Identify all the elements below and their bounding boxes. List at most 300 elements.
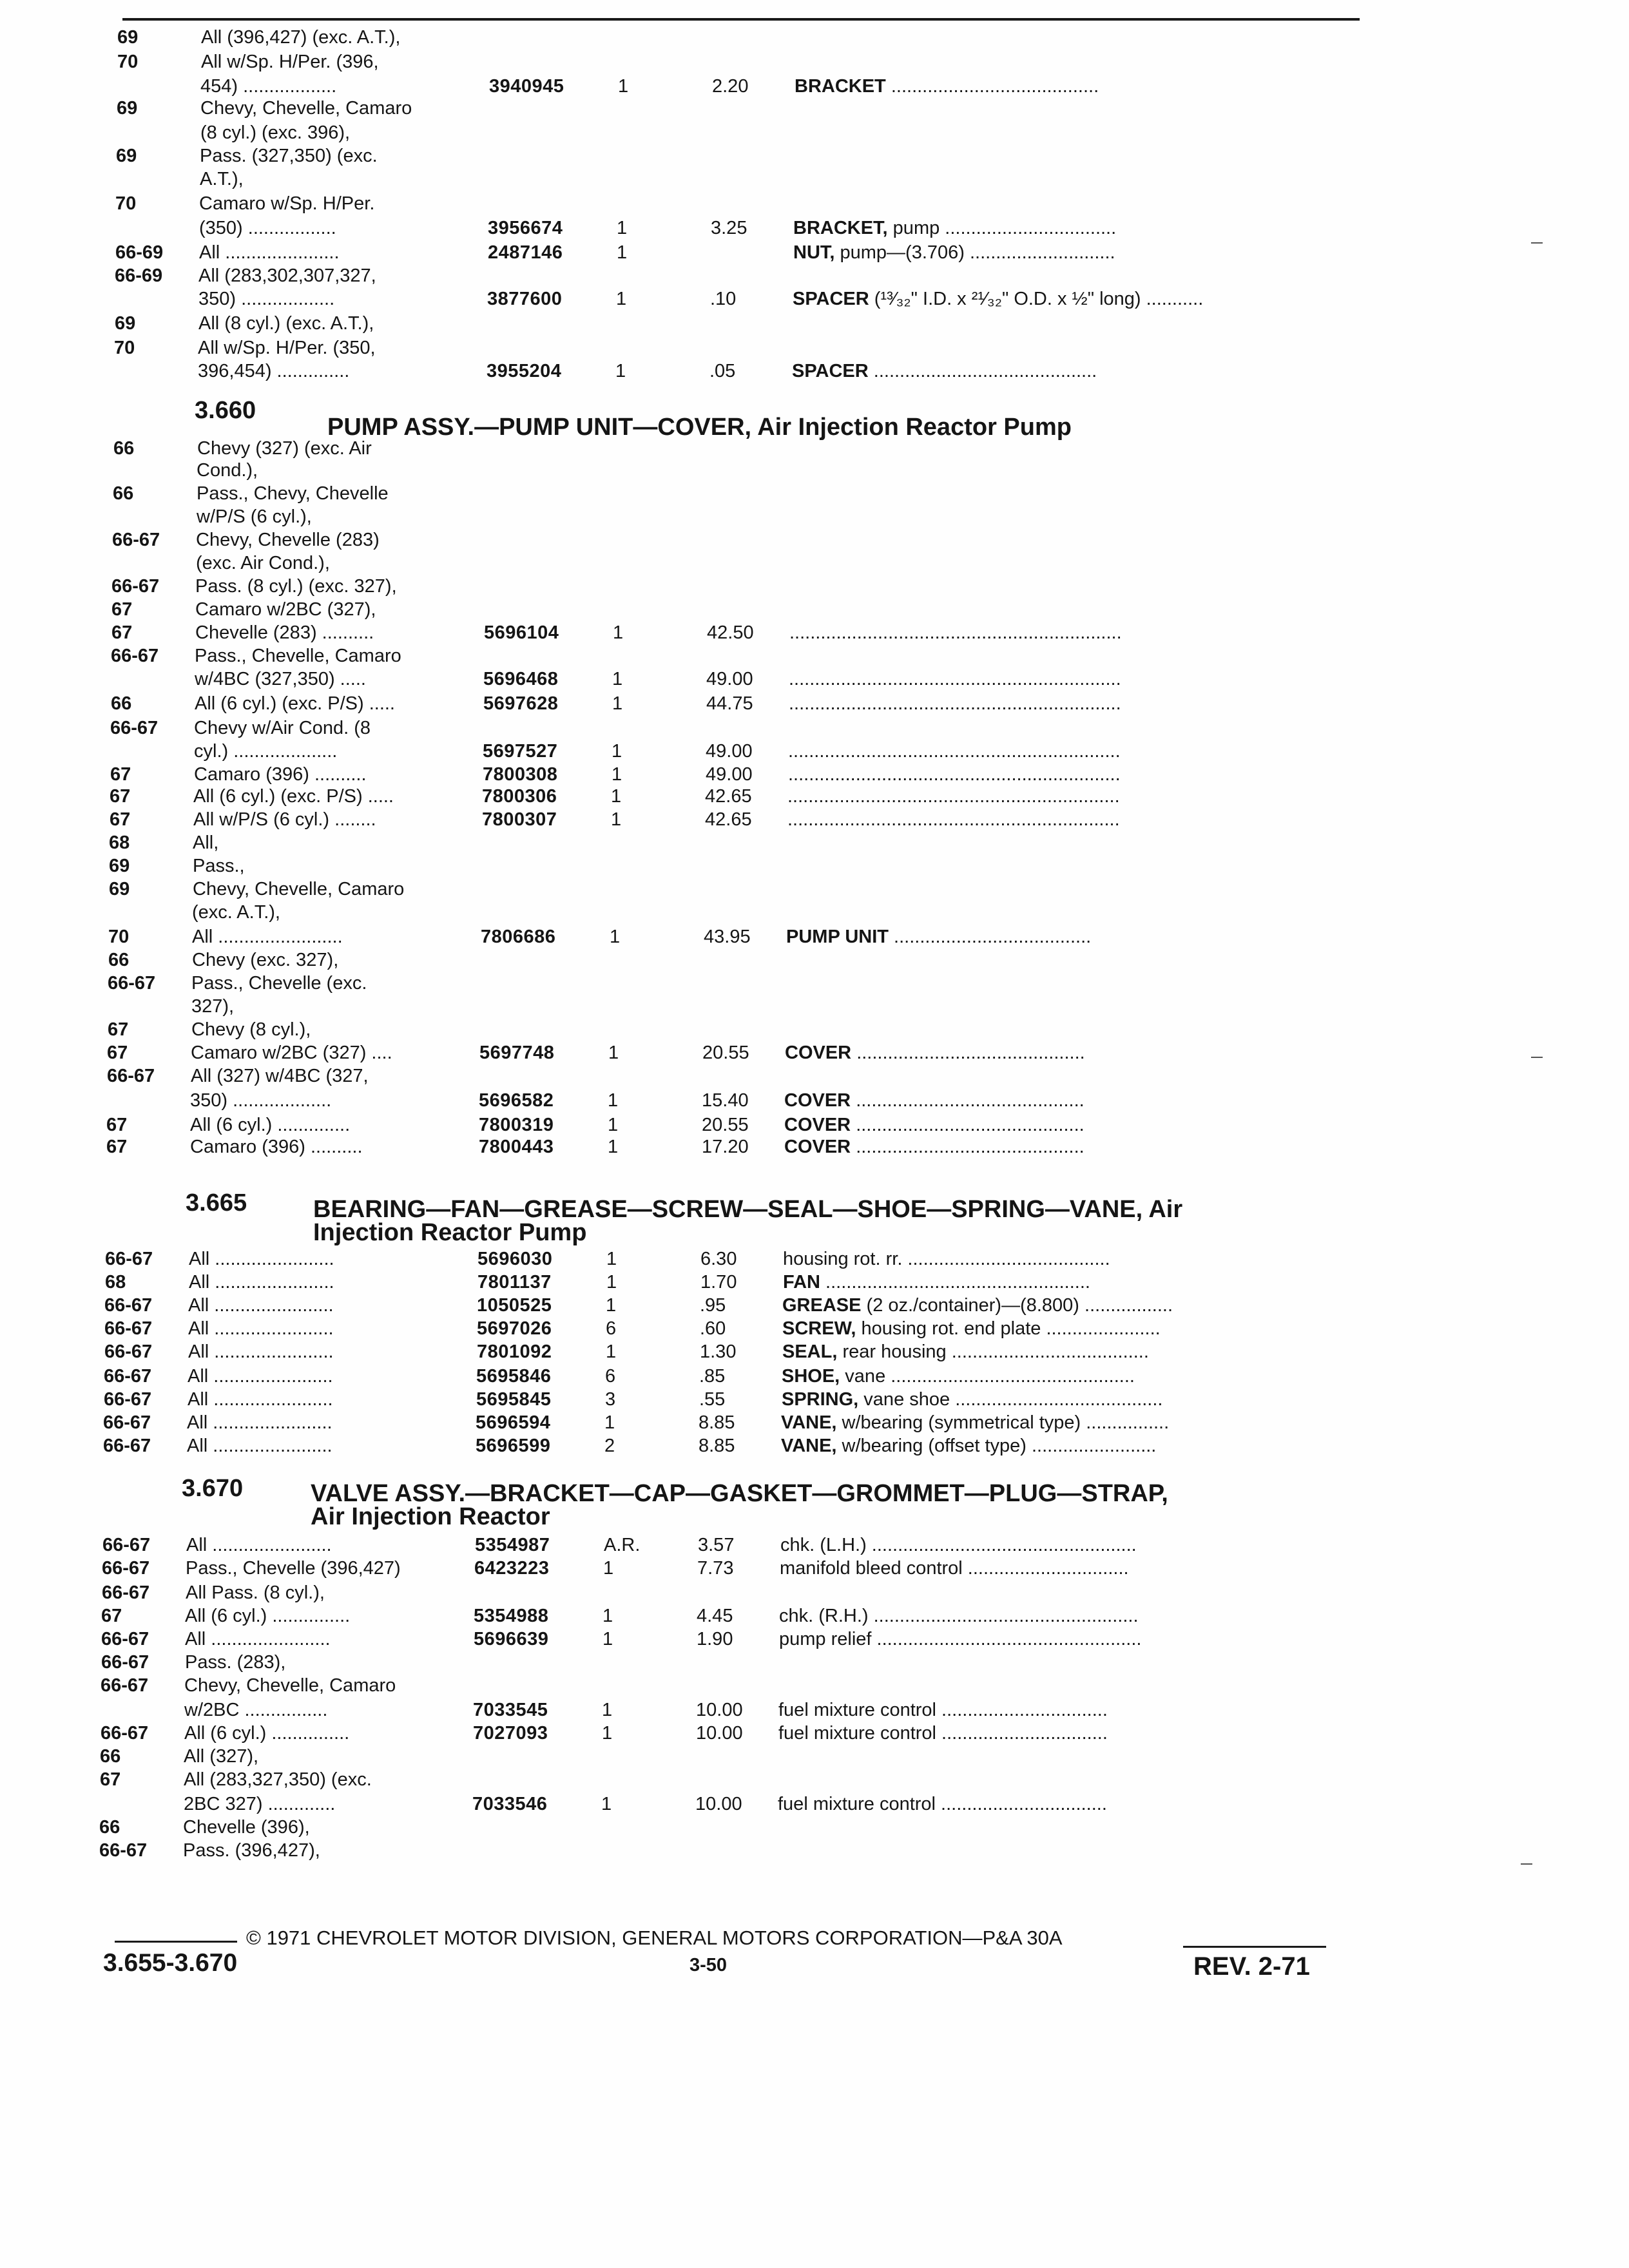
price: 1.30 [700,1341,737,1362]
quantity: 1 [612,741,622,762]
model-application: All ....................... [189,1272,334,1293]
part-name: SPRING, [782,1389,859,1410]
model-year: 66-67 [101,1629,149,1649]
quantity: 6 [606,1318,617,1339]
model-year: 66-67 [104,1295,153,1316]
part-name: COVER [785,1043,852,1063]
part-description [784,1089,1084,1112]
model-year: 66 [111,693,132,714]
model-application: All (327), [184,1746,259,1767]
model-year: 67 [101,1606,122,1626]
model-application: 350) .................. [198,289,335,309]
model-year: 66-67 [101,1675,149,1696]
table-row [0,1839,1629,1862]
part-detail: fuel mixture control ................................ [778,1700,1108,1720]
quantity: 1 [606,1249,617,1269]
model-year: 69 [116,146,137,166]
model-year: 69 [109,879,130,899]
model-application: Cond.), [197,460,258,481]
model-year: 68 [109,832,130,853]
part-number: 2487146 [488,242,563,263]
model-year: 66-67 [108,973,156,994]
quantity: 1 [602,1629,613,1649]
part-detail: rear housing ...................................... [837,1341,1149,1362]
quantity: 1 [612,693,623,714]
quantity: 2 [604,1436,615,1456]
table-row [0,97,1629,120]
quantity: 1 [613,622,624,643]
model-application: Pass. (283), [185,1652,286,1673]
model-application: (exc. A.T.), [192,902,280,923]
quantity: 1 [612,669,623,689]
model-application: Pass. (8 cyl.) (exc. 327), [195,576,397,597]
model-application: (350) ................. [199,218,336,238]
model-application: All (6 cyl.) ............... [185,1606,351,1626]
part-number: 5696030 [477,1249,553,1269]
part-description [781,1434,1156,1457]
model-year: 66-67 [104,1389,152,1410]
top-rule [122,18,1360,21]
model-application: All ....................... [188,1341,334,1362]
part-description [784,1113,1084,1137]
quantity: 1 [617,218,628,238]
part-name: SPACER [793,289,869,309]
price: 20.55 [702,1115,749,1135]
part-name: NUT, [793,242,835,263]
model-application: Camaro (396) .......... [194,764,367,785]
model-year: 69 [117,98,138,119]
table-row [0,1018,1629,1041]
part-name: COVER [784,1090,851,1111]
table-row [0,1651,1629,1674]
price: 1.70 [700,1272,737,1293]
part-name: SEAL, [782,1341,838,1362]
part-detail: ................................................................ [788,764,1121,785]
table-row [0,644,1629,668]
model-year: 67 [110,809,131,830]
model-application: Chevelle (283) .......... [195,622,374,643]
model-application: Camaro w/2BC (327), [195,599,376,620]
price: .60 [700,1318,726,1339]
part-description [786,925,1091,948]
part-number: 7801137 [477,1272,552,1293]
model-year: 67 [107,1043,128,1063]
model-application: All, [193,832,219,853]
table-row [0,437,1629,460]
part-detail: fuel mixture control ................................ [778,1723,1108,1744]
part-description [789,621,1122,644]
model-year: 67 [106,1137,128,1157]
quantity: 1 [602,1700,613,1720]
part-detail: housing rot. rr. ....................................... [783,1249,1110,1269]
model-year: 70 [115,193,137,214]
part-description [780,1557,1129,1580]
margin-tick [1531,242,1543,244]
table-row [0,808,1629,831]
model-application: (exc. Air Cond.), [196,553,330,573]
quantity: 1 [618,76,629,97]
table-row [0,1698,1629,1722]
model-year: 67 [111,622,133,643]
part-description [781,1411,1169,1434]
quantity: 1 [617,242,628,263]
part-number: 5696599 [476,1436,551,1456]
price: 6.30 [700,1249,737,1269]
part-detail: ................................................................ [787,809,1120,830]
part-number: 7800306 [482,786,557,807]
table-row [0,192,1629,215]
model-year: 66 [108,950,130,970]
table-row [0,1388,1629,1411]
model-application: Chevy (exc. 327), [192,950,339,970]
quantity: 1 [602,1723,613,1744]
part-number: 5696639 [474,1629,549,1649]
table-row [0,505,1629,528]
part-number: 7800443 [479,1137,554,1157]
price: 42.65 [705,786,752,807]
model-application: All (327) w/4BC (327, [191,1066,369,1086]
part-number: 7033545 [473,1700,548,1720]
price: .10 [710,289,737,309]
model-application: All ....................... [188,1318,334,1339]
table-row [0,716,1629,740]
table-row [0,1294,1629,1317]
table-row [0,1557,1629,1580]
part-name: VANE, [781,1436,837,1456]
model-application: All ....................... [187,1412,333,1433]
margin-tick [1531,1057,1543,1058]
part-name: PUMP UNIT [786,927,889,947]
model-application: Camaro w/Sp. H/Per. [199,193,375,214]
model-application: All w/P/S (6 cyl.) ........ [193,809,376,830]
part-number: 3956674 [488,218,563,238]
part-number: 5354988 [474,1606,549,1626]
quantity: 1 [610,927,621,947]
table-row [0,1581,1629,1604]
price: 44.75 [706,693,753,714]
model-year: 67 [108,1019,129,1040]
table-row [0,241,1629,264]
model-year: 66-67 [104,1318,153,1339]
table-row [0,264,1629,287]
table-row [0,1041,1629,1064]
table-row [0,1411,1629,1434]
model-application: w/2BC ................ [184,1700,328,1720]
model-year: 66-67 [112,530,160,550]
model-year: 67 [100,1769,121,1790]
table-row [0,1317,1629,1340]
table-row [0,1674,1629,1697]
model-application: (8 cyl.) (exc. 396), [200,122,351,143]
model-application: All (6 cyl.) (exc. P/S) ..... [193,786,394,807]
table-row [0,1792,1629,1816]
model-application: cyl.) .................... [194,741,338,762]
model-year: 66-67 [104,1366,152,1387]
part-detail: ........................................ [885,76,1099,97]
part-number: 5695845 [476,1389,552,1410]
price: 49.00 [706,741,753,762]
model-application: All ...................... [199,242,340,263]
model-year: 66-69 [115,265,163,286]
quantity: 1 [611,786,622,807]
model-application: All ....................... [188,1295,334,1316]
model-application: Chevy (327) (exc. Air [197,438,372,459]
price: 49.00 [706,669,753,689]
model-year: 68 [105,1272,126,1293]
model-application: 396,454) .............. [198,361,350,381]
part-number: 7806686 [481,927,556,947]
model-year: 66-67 [107,1066,155,1086]
quantity: 1 [602,1606,613,1626]
model-application: All (283,327,350) (exc. [184,1769,372,1790]
part-number: 7800307 [482,809,557,830]
part-detail: ............................................ [851,1043,1085,1063]
part-number: 5696468 [483,669,559,689]
model-application: All (6 cyl.) (exc. P/S) ..... [195,693,395,714]
part-number: 3940945 [489,76,564,97]
table-row [0,878,1629,901]
price: 10.00 [696,1700,743,1720]
part-description [778,1698,1108,1722]
part-number: 5697628 [483,693,559,714]
table-row [0,121,1629,144]
price: .95 [700,1295,726,1316]
part-number: 5696582 [479,1090,554,1111]
model-year: 66-69 [115,242,164,263]
part-number: 3955204 [487,361,562,381]
part-description [782,1388,1162,1411]
model-year: 66-67 [104,1341,153,1362]
table-row [0,1533,1629,1557]
quantity: 1 [601,1794,612,1814]
model-application: Chevy, Chevelle, Camaro [193,879,405,899]
model-year: 69 [109,856,130,876]
footer-rule-left [115,1941,237,1943]
model-application: Pass. (396,427), [183,1840,320,1861]
price: 4.45 [697,1606,733,1626]
part-name: COVER [784,1137,851,1157]
table-row [0,50,1629,73]
part-name: VANE, [781,1412,837,1433]
part-name: BRACKET [795,76,886,97]
part-number: 3877600 [487,289,563,309]
model-application: All (6 cyl.) .............. [190,1115,351,1135]
model-application: w/P/S (6 cyl.), [197,506,312,527]
part-detail: (¹³⁄₃₂" I.D. x ²¹⁄₃₂" O.D. x ½" long) ........... [869,289,1204,309]
part-description [782,1340,1149,1363]
table-row [0,785,1629,808]
part-detail: ................................................................ [789,693,1121,714]
model-application: All ....................... [188,1366,333,1387]
model-application: All ....................... [185,1629,331,1649]
table-row [0,1628,1629,1651]
table-row [0,1340,1629,1363]
table-row [0,972,1629,995]
part-number: 7800308 [483,764,558,785]
table-row [0,287,1629,311]
model-application: Chevy, Chevelle (283) [196,530,380,550]
model-application: Chevelle (396), [183,1817,310,1838]
model-application: All ........................ [192,927,343,947]
model-year: 67 [106,1115,128,1135]
model-application: 350) ................... [190,1090,332,1111]
part-description [783,1247,1110,1271]
quantity: 1 [606,1272,617,1293]
part-detail: vane shoe ........................................ [858,1389,1163,1410]
model-year: 66-67 [103,1436,151,1456]
model-year: 66-67 [111,646,159,666]
footer-page-number: 3-50 [689,1955,728,1975]
table-row [0,901,1629,924]
quantity: 1 [611,809,622,830]
price: 7.73 [697,1558,734,1579]
model-year: 66-67 [111,576,160,597]
table-row [0,763,1629,786]
part-number: 5697748 [479,1043,555,1063]
model-year: 69 [117,27,139,48]
table-row [0,1365,1629,1388]
part-detail: fuel mixture control ................................ [778,1794,1107,1814]
part-description [792,360,1097,383]
table-row [0,552,1629,575]
footer-copyright: © 1971 CHEVROLET MOTOR DIVISION, GENERAL MOTORS CORPORATION—P&A 30A [246,1927,1063,1949]
part-number: 1050525 [477,1295,552,1316]
price: 49.00 [706,764,753,785]
part-description [795,75,1099,98]
part-number: 5697527 [483,741,558,762]
model-year: 67 [110,764,131,785]
table-row [0,1089,1629,1112]
table-row [0,1434,1629,1457]
part-description [793,216,1116,240]
part-description [787,785,1120,808]
quantity: 1 [608,1043,619,1063]
part-description [780,1533,1137,1557]
part-detail: w/bearing (symmetrical type) ................ [836,1412,1170,1433]
table-row [0,1768,1629,1791]
table-row [0,1113,1629,1137]
part-description [782,1317,1161,1340]
model-year: 66-67 [103,1412,151,1433]
table-row [0,482,1629,505]
table-row [0,1247,1629,1271]
model-year: 67 [110,786,131,807]
footer-section-range: 3.655-3.670 [103,1949,238,1977]
part-detail: ................................................................ [787,786,1120,807]
model-year: 66 [113,483,134,504]
price: 10.00 [695,1794,742,1814]
model-application: Chevy, Chevelle, Camaro [184,1675,396,1696]
model-application: 2BC 327) ............. [184,1794,336,1814]
part-description [785,1041,1085,1064]
model-application: w/4BC (327,350) ..... [195,669,366,689]
part-number: 5695846 [476,1366,552,1387]
table-row [0,75,1629,98]
price: 20.55 [702,1043,749,1063]
part-number: 5697026 [477,1318,552,1339]
model-year: 66 [113,438,135,459]
model-application: All (6 cyl.) ............... [184,1723,350,1744]
part-number: 7801092 [477,1341,552,1362]
table-row [0,360,1629,383]
model-application: A.T.), [200,169,244,189]
table-row [0,1722,1629,1745]
part-description [784,1135,1084,1158]
part-description [788,740,1121,763]
price: 3.25 [711,218,747,238]
part-description [779,1628,1141,1651]
table-row [0,575,1629,598]
model-year: 66-67 [110,718,159,738]
model-application: Camaro (396) .......... [190,1137,363,1157]
model-application: Pass., Chevelle (exc. [191,973,367,994]
footer-revision: REV. 2-71 [1193,1952,1310,1981]
table-row [0,144,1629,168]
table-row [0,168,1629,191]
model-application: Pass. (327,350) (exc. [200,146,378,166]
part-detail: chk. (L.H.) ................................................... [780,1535,1137,1555]
part-number: 5696104 [484,622,559,643]
table-row [0,1816,1629,1839]
model-application: Pass., Chevelle (396,427) [186,1558,401,1579]
model-application: All ....................... [188,1389,333,1410]
part-detail: pump ................................. [887,218,1117,238]
part-number: 6423223 [474,1558,550,1579]
model-application: 454) .................. [200,76,337,97]
quantity: 1 [604,1412,615,1433]
model-year: 66-67 [102,1535,151,1555]
model-year: 66-67 [99,1840,148,1861]
model-year: 69 [115,313,136,334]
price: 2.20 [712,76,749,97]
model-application: All Pass. (8 cyl.), [186,1582,325,1603]
section-title-3665-line2: Injection Reactor Pump [313,1219,587,1246]
model-year: 66 [100,1746,121,1767]
price: 15.40 [702,1090,749,1111]
table-row [0,831,1629,854]
part-description [787,808,1120,831]
section-title-3670-line2: Air Injection Reactor [311,1503,550,1530]
part-detail: chk. (R.H.) ................................................... [779,1606,1139,1626]
quantity: 1 [608,1137,619,1157]
part-detail: ...................................... [888,927,1092,947]
part-description [793,241,1115,264]
part-detail: ................................................... [820,1272,1090,1293]
price: 10.00 [696,1723,743,1744]
quantity: 1 [606,1295,617,1316]
table-row [0,312,1629,335]
footer-rule-right [1183,1946,1326,1948]
part-description [789,692,1121,715]
table-row [0,692,1629,715]
model-application: Camaro w/2BC (327) .... [191,1043,392,1063]
model-year: 70 [108,927,130,947]
model-application: Pass., [193,856,245,876]
part-detail: ................................................................ [789,669,1121,689]
part-description [778,1722,1108,1745]
model-application: Chevy, Chevelle, Camaro [200,98,412,119]
table-row [0,995,1629,1018]
part-detail: w/bearing (offset type) ........................ [836,1436,1157,1456]
price: .05 [709,361,736,381]
model-application: Pass., Chevelle, Camaro [195,646,401,666]
table-row [0,459,1629,482]
part-number: 7800319 [479,1115,554,1135]
table-row [0,854,1629,878]
quantity: 1 [615,361,626,381]
part-detail: manifold bleed control ............................... [780,1558,1129,1579]
quantity: 1 [603,1558,614,1579]
